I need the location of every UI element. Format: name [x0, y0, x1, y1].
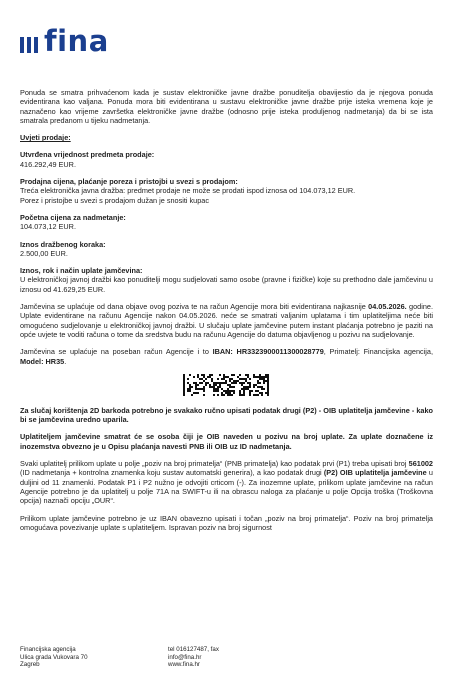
footer-email[interactable]: info@fina.hr [168, 653, 202, 661]
bid-step-section [20, 240, 433, 259]
reference-paragraph [20, 459, 433, 505]
footer-city: Zagreb [20, 661, 40, 669]
fina-logo [20, 25, 109, 57]
footer-contact [168, 646, 318, 669]
price-section [20, 177, 433, 205]
reference-p2: (P2) OIB uplatitelja jamčevine [323, 468, 427, 478]
account-recipient: , Primatelj: Financijska agencija, [323, 347, 433, 357]
footer-website[interactable]: www.fina.hr [168, 661, 200, 669]
document-body [20, 88, 433, 540]
intro-paragraph: Ponuda se smatra prihvaćenom kada je sustav elektroničke javne dražbe ponuditelja obavijestio da je njegova ponuda evidentirana kao valjana. Ponuda mora biti evidentirana u sustavu elektroničke javne dražbe prije isteka vremena koje je naznačeno kao vrijeme završetka elektroničke javne dražbe (odnosno prije isteka produljenog nadmetanja) da bi se ista smatrala predanom u tijeku nadmetanja. [20, 88, 433, 125]
deposit-label: Iznos, rok i način uplate jamčevina: [20, 266, 143, 276]
value-label: Utvrđena vrijednost predmeta prodaje: [20, 150, 155, 160]
reference-text-2: (ID nadmetanja + kontrolna znamenka koju sustav automatski generira), a kao podatak drugi [20, 468, 324, 478]
reference-text-1: Svaki uplatitelj prilikom uplate u polje „poziv na broj primatelja“ (PNB primatelja) kao podatak prvi (P1) treba upisati broj [20, 459, 409, 469]
bid-step-amount: 2.500,00 EUR. [20, 248, 68, 258]
account-iban: IBAN: HR3323900011300028779 [212, 347, 324, 357]
footer-address [20, 646, 168, 669]
account-end: . [64, 356, 67, 366]
iban-note: Prilikom uplate jamčevine potrebno je uz IBAN obavezno upisati i točan „poziv na broj primatelja“. Poziv na broj primatelja omogućava povezivanje uplate s uplatiteljem. Ispravan poziv na broj sigurnost [20, 513, 433, 532]
barcode-container [20, 374, 433, 396]
payer-note: Uplatiteljem jamčevine smatrat će se osoba čiji je OIB naveden u pozivu na broj uplate. Za uplate doznačene iz inozemstva obvezno je u Opisu plaćanja navesti PNB ili OIB uz ID nadmetanja. [20, 432, 433, 451]
reference-number: 561002 [408, 459, 433, 469]
value-section [20, 150, 433, 169]
account-text: Jamčevina se uplaćuje na poseban račun Agencije i to [20, 347, 213, 357]
bid-step-label: Iznos dražbenog koraka: [20, 239, 106, 249]
deadline-date: 04.05.2026. [368, 302, 407, 312]
footer-street: Ulica grada Vukovara 70 [20, 653, 88, 661]
logo-text: fina [44, 23, 109, 58]
price-label: Prodajna cijena, plaćanje poreza i pristojbi u svezi s prodajom: [20, 177, 238, 187]
conditions-heading: Uvjeti prodaje: [20, 133, 71, 143]
page-footer [20, 646, 433, 669]
reference-text-3: u duljini od 11 znamenki. Podatak P1 i P2 nužno je odvojiti crticom (-). Za inozemne uplate, prilikom uplate jamčevine na račun Agencije potrebno je da uplatitelj u polje 71A na SWIFT-u ili na obrascu naloga za plaćanje u polje Opcija troška (Troškovna opcija) naznači opciju „OUR“. [20, 468, 433, 506]
deposit-text: U elektroničkoj javnoj dražbi kao ponuditelji mogu sudjelovati samo osobe (pravne i fizičke) koje su prethodno dale jamčevinu u iznosu od 41.629,25 EUR. [20, 275, 433, 294]
deadline-paragraph [20, 302, 433, 339]
price-line-2: Porez i pristojbe u svezi s prodajom dužan je snositi kupac [20, 195, 210, 205]
footer-phone: tel 016127487, fax [168, 646, 219, 653]
deposit-section [20, 266, 433, 294]
barcode-note: Za slučaj korištenja 2D barkoda potrebno je svakako ručno upisati podatak drugi (P2) - OIB uplatitelja jamčevine - kako bi se jamčevina uredno uparila. [20, 405, 433, 425]
2d-barcode-icon [183, 374, 271, 396]
deadline-text-rest: godine. Uplate evidentirane na računu Agencije nakon 04.05.2026. neće se smatrati valjanim uplatama i tim uplatiteljima neće biti omogućeno sudjelovanje u elektroničkoj javnoj dražbi. U slučaju uplate jamčevine putem instant plaćanja potrebno je paziti na opće uvjete te voditi računa o tome da sredstva budu na računu Agencije do datuma objavljenog u pozivu na sudjelovanje. [20, 302, 433, 339]
footer-company: Financijska agencija [20, 646, 76, 653]
account-paragraph [20, 347, 433, 366]
start-price-label: Početna cijena za nadmetanje: [20, 212, 126, 222]
deadline-text: Jamčevina se uplaćuje od dana objave ovog poziva te na račun Agencije mora biti evidentirana najkasnije [20, 302, 369, 312]
logo-bars-icon [20, 29, 38, 53]
start-price-section [20, 213, 433, 232]
value-amount: 416.292,49 EUR. [20, 159, 76, 169]
price-line-1: Treća elektronička javna dražba: predmet prodaje ne može se prodati ispod iznosa od 104.073,12 EUR. [20, 186, 356, 196]
start-price-amount: 104.073,12 EUR. [20, 222, 76, 232]
account-model: Model: HR35 [20, 356, 65, 366]
